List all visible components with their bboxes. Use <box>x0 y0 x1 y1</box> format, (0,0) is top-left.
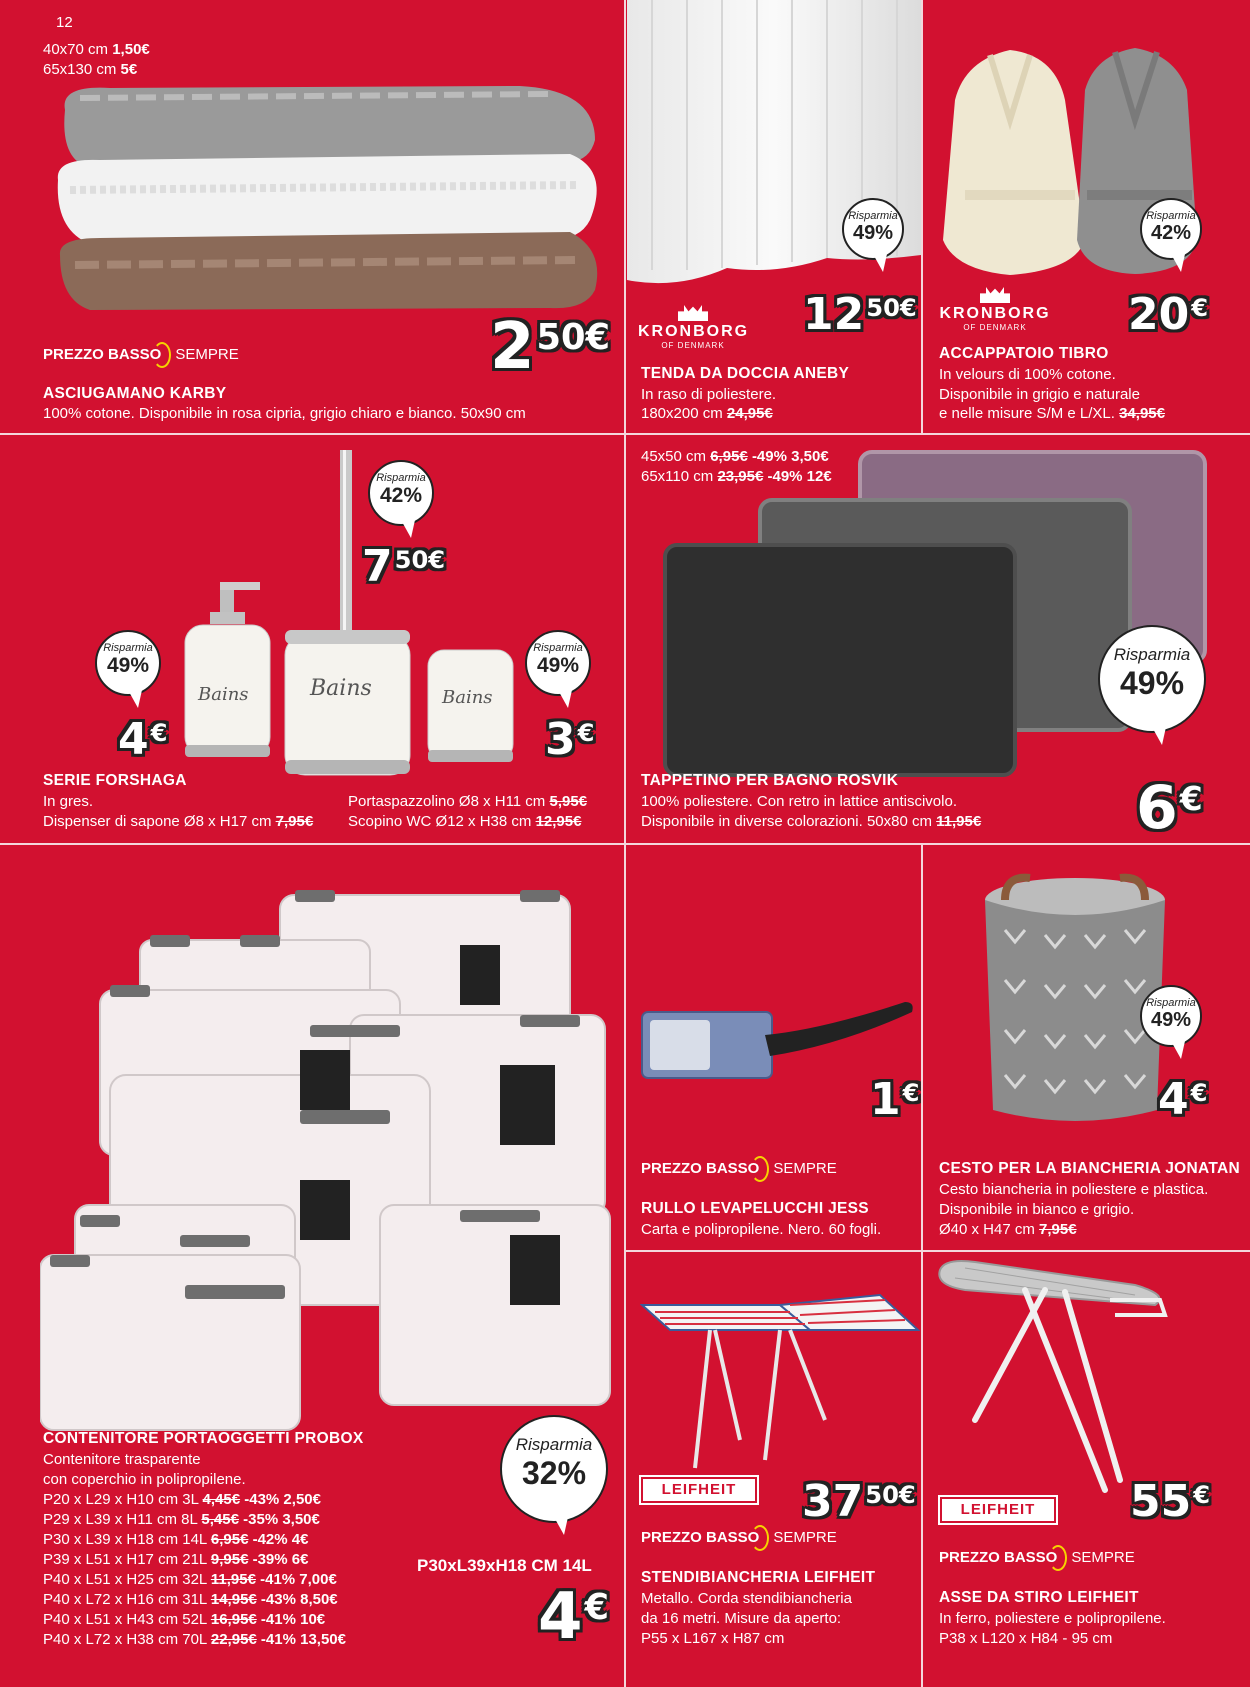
size-text: P20 x L29 x H10 cm 3L <box>43 1491 203 1508</box>
discount-price: -43% 8,50€ <box>256 1591 338 1608</box>
size-text: P40 x L51 x H25 cm 32L <box>43 1571 211 1588</box>
price: 4€ <box>538 1580 610 1654</box>
discount-price: -42% 4€ <box>248 1531 309 1548</box>
storage-boxes-image <box>40 875 620 1435</box>
savings-badge: Risparmia 32% <box>500 1415 608 1523</box>
divider <box>921 843 923 1687</box>
product-desc: con coperchio in polipropilene. <box>43 1471 246 1488</box>
leifheit-logo: LEIFHEIT <box>641 1477 757 1503</box>
savings-badge: Risparmia 42% <box>1140 198 1202 260</box>
savings-badge: Risparmia 49% <box>95 630 161 696</box>
product-title: CESTO PER LA BIANCHERIA JONATAN <box>939 1160 1240 1177</box>
probox-size-row <box>43 1630 346 1650</box>
product-desc: Disponibile in bianco e grigio. <box>939 1201 1135 1218</box>
product-desc: Cesto biancheria in poliestere e plastica. <box>939 1181 1209 1198</box>
drying-rack-image <box>640 1290 920 1470</box>
old-price: 6,95€ <box>210 1531 249 1548</box>
prezzo-basso-logo: PREZZO BASSO SEMPRE <box>641 1156 837 1182</box>
size-line: 65x130 cm 5€ <box>43 61 138 78</box>
price: 1€ <box>870 1074 920 1125</box>
product-desc: Carta e polipropilene. Nero. 60 fogli. <box>641 1221 882 1238</box>
savings-badge: Risparmia 42% <box>368 460 434 526</box>
product-title: ASCIUGAMANO KARBY <box>43 385 227 402</box>
size-text: P30 x L39 x H18 cm 14L <box>43 1531 211 1548</box>
product-title: ASSE DA STIRO LEIFHEIT <box>939 1589 1139 1606</box>
probox-size-row <box>43 1490 346 1510</box>
product-title: RULLO LEVAPELUCCHI JESS <box>641 1200 869 1217</box>
product-title: TAPPETINO PER BAGNO ROSVIK <box>641 772 899 789</box>
product-desc: Contenitore trasparente <box>43 1451 201 1468</box>
probox-size-row <box>43 1570 346 1590</box>
probox-size-row <box>43 1530 346 1550</box>
divider <box>624 0 626 1687</box>
product-desc: Metallo. Corda stendibiancheria <box>641 1590 852 1607</box>
size-line: 65x110 cm 23,95€ -49% 12€ <box>641 468 832 485</box>
savings-badge: Risparmia 49% <box>1098 625 1206 733</box>
product-desc: 180x200 cm 24,95€ <box>641 405 773 422</box>
size-text: P40 x L51 x H43 cm 52L <box>43 1611 211 1628</box>
price: 55€ <box>1130 1476 1211 1527</box>
product-title: STENDIBIANCHERIA LEIFHEIT <box>641 1569 876 1586</box>
product-title: CONTENITORE PORTAOGGETTI PROBOX <box>43 1430 364 1447</box>
bath-mats-image <box>660 450 1210 780</box>
old-price: 9,95€ <box>210 1551 249 1568</box>
probox-size-row <box>43 1610 346 1630</box>
prezzo-basso-logo: PREZZO BASSO SEMPRE <box>641 1525 837 1551</box>
old-price: 4,45€ <box>202 1491 241 1508</box>
discount-price: -41% 7,00€ <box>255 1571 337 1588</box>
towels-image <box>50 80 600 310</box>
discount-price: -41% 10€ <box>256 1611 326 1628</box>
price: 4€ <box>118 714 168 765</box>
product-desc: da 16 metri. Misure da aperto: <box>641 1610 842 1627</box>
price: $12^{50€}$ <box>803 289 917 340</box>
old-price: 14,95€ <box>210 1591 257 1608</box>
price: 3€ <box>545 714 595 765</box>
product-desc: Scopino WC Ø12 x H38 cm 12,95€ <box>348 813 582 830</box>
divider <box>625 1250 1250 1252</box>
probox-size-row <box>43 1510 346 1530</box>
bathroom-set-image <box>180 450 520 780</box>
bains-label: Bains <box>442 687 493 708</box>
ironing-board-image <box>935 1260 1175 1500</box>
divider <box>921 0 923 433</box>
price: 20€ <box>1128 289 1209 340</box>
old-price: 11,95€ <box>210 1571 256 1588</box>
kronborg-logo: KRONBORG OF DENMARK <box>935 287 1055 332</box>
prezzo-basso-logo: PREZZO BASSO SEMPRE <box>43 342 239 368</box>
discount-price: -39% 6€ <box>248 1551 309 1568</box>
leifheit-logo: LEIFHEIT <box>940 1497 1056 1523</box>
probox-size-row <box>43 1590 346 1610</box>
product-desc: P38 x L120 x H84 - 95 cm <box>939 1630 1113 1647</box>
savings-badge: Risparmia 49% <box>842 198 904 260</box>
product-title: TENDA DA DOCCIA ANEBY <box>641 365 850 382</box>
price: 6€ <box>1136 773 1203 843</box>
product-desc: 100% cotone. Disponibile in rosa cipria, grigio chiaro e bianco. 50x90 cm <box>43 405 526 422</box>
size-text: P39 x L51 x H17 cm 21L <box>43 1551 211 1568</box>
product-desc: In raso di poliestere. <box>641 386 777 403</box>
product-desc: In gres. <box>43 793 94 810</box>
product-desc: In velours di 100% cotone. <box>939 366 1116 383</box>
product-desc: Disponibile in grigio e naturale <box>939 386 1140 403</box>
price: $2^{50€}$ <box>490 310 610 384</box>
size-text: P40 x L72 x H38 cm 70L <box>43 1631 211 1648</box>
kronborg-logo: KRONBORG OF DENMARK <box>638 305 748 350</box>
product-desc: Portaspazzolino Ø8 x H11 cm 5,95€ <box>348 793 588 810</box>
size-line: 45x50 cm 6,95€ -49% 3,50€ <box>641 448 829 465</box>
product-title: ACCAPPATOIO TIBRO <box>939 345 1109 362</box>
old-price: 5,45€ <box>201 1511 239 1528</box>
probox-size-row <box>43 1550 346 1570</box>
probox-size-list <box>43 1490 346 1650</box>
old-price: 22,95€ <box>210 1631 257 1648</box>
discount-price: -41% 13,50€ <box>256 1631 346 1648</box>
size-text: P40 x L72 x H16 cm 31L <box>43 1591 211 1608</box>
discount-price: -43% 2,50€ <box>240 1491 321 1508</box>
highlight-size: P30xL39xH18 CM 14L <box>417 1556 592 1575</box>
product-title: SERIE FORSHAGA <box>43 772 187 789</box>
bains-label: Bains <box>310 676 372 701</box>
product-desc: In ferro, poliestere e polipropilene. <box>939 1610 1166 1627</box>
discount-price: -35% 3,50€ <box>238 1511 320 1528</box>
size-text: P29 x L39 x H11 cm 8L <box>43 1511 202 1528</box>
product-desc: e nelle misure S/M e L/XL. 34,95€ <box>939 405 1165 422</box>
product-desc: Dispenser di sapone Ø8 x H17 cm 7,95€ <box>43 813 314 830</box>
size-line: 40x70 cm 1,50€ <box>43 41 150 58</box>
product-desc: Ø40 x H47 cm 7,95€ <box>939 1221 1077 1238</box>
product-desc: P55 x L167 x H87 cm <box>641 1630 785 1647</box>
product-desc: Disponibile in diverse colorazioni. 50x80 cm 11,95€ <box>641 813 982 830</box>
price: $37^{50€}$ <box>802 1476 916 1527</box>
savings-badge: Risparmia 49% <box>1140 985 1202 1047</box>
product-desc: 100% poliestere. Con retro in lattice antiscivolo. <box>641 793 957 810</box>
bains-label: Bains <box>198 684 249 705</box>
price: $7^{50€}$ <box>362 541 446 592</box>
price: 4€ <box>1158 1074 1208 1125</box>
page-number: 12 <box>56 14 73 31</box>
old-price: 16,95€ <box>210 1611 257 1628</box>
prezzo-basso-logo: PREZZO BASSO SEMPRE <box>939 1545 1135 1571</box>
savings-badge: Risparmia 49% <box>525 630 591 696</box>
